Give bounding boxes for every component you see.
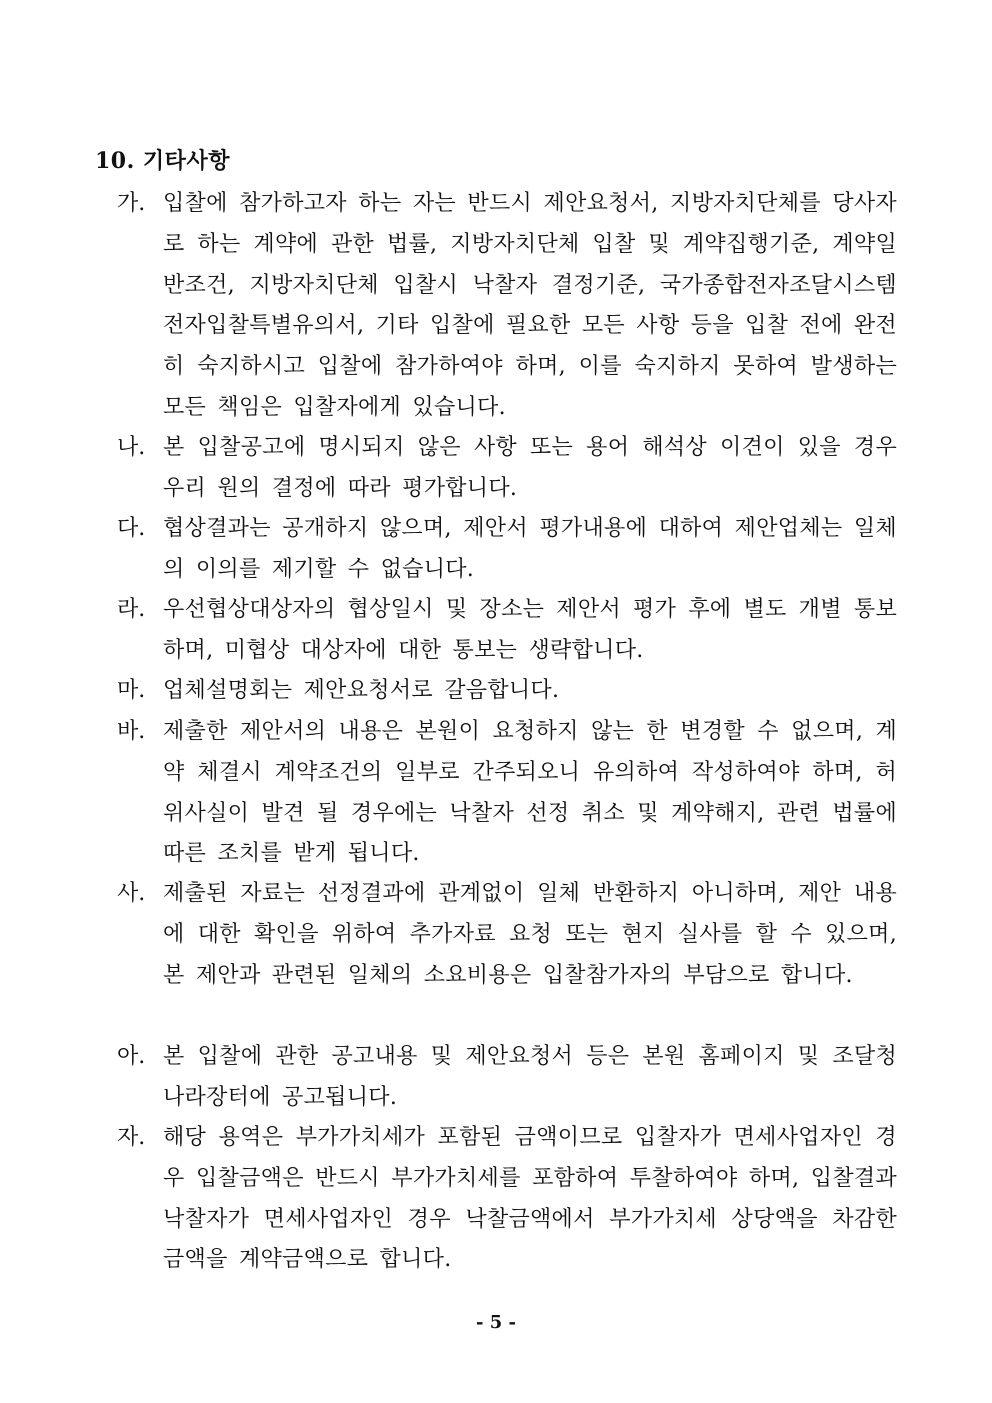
item-marker: 다. <box>117 516 146 541</box>
item-text: 본 입찰에 관한 공고내용 및 제안요청서 등은 본원 홈페이지 및 조달청 나라장터에 공고됩니다. <box>163 1044 897 1110</box>
item-marker: 라. <box>117 597 146 622</box>
list-item-da <box>117 509 897 591</box>
item-marker: 사. <box>117 881 146 906</box>
item-marker: 바. <box>117 719 146 744</box>
item-text: 본 입찰공고에 명시되지 않은 사항 또는 용어 해석상 이견이 있을 경우 우리 원의 결정에 따라 평가합니다. <box>163 435 897 501</box>
item-text: 제출된 자료는 선정결과에 관계없이 일체 반환하지 아니하며, 제안 내용에 대한 확인을 위하여 추가자료 요청 또는 현지 실사를 할 수 있으며, 본 제안과 관련된 일체의 소요비용은 입찰참가자의 부담으로 합니다. <box>163 881 897 988</box>
item-text: 해당 용역은 부가가치세가 포함된 금액이므로 입찰자가 면세사업자인 경우 입찰금액은 반드시 부가가치세를 포함하여 투찰하여야 하며, 입찰결과 낙찰자가 면세사업자인 경우 낙찰금액에서 부가가치세 상당액을 차감한 금액을 계약금액으로 합니다. <box>163 1125 897 1273</box>
item-marker: 나. <box>117 435 146 460</box>
item-text: 제출한 제안서의 내용은 본원이 요청하지 않는 한 변경할 수 없으며, 계약 체결시 계약조건의 일부로 간주되오니 유의하여 작성하여야 하며, 허위사실이 발견 될 경우에는 낙찰자 선정 취소 및 계약해지, 관련 법률에 따른 조치를 받게 됩니다. <box>163 719 897 867</box>
section-title: 10. 기타사항 <box>95 148 230 174</box>
list-item-ma <box>117 671 897 712</box>
item-marker: 마. <box>117 678 146 703</box>
list-item-a <box>117 1037 897 1119</box>
page-number: - 5 - <box>476 1312 516 1333</box>
list-item-ba <box>117 712 897 875</box>
item-text: 우선협상대상자의 협상일시 및 장소는 제안서 평가 후에 별도 개별 통보하며, 미협상 대상자에 대한 통보는 생략합니다. <box>163 597 897 663</box>
list-item-ga <box>117 184 897 429</box>
list-item-ra <box>117 590 897 672</box>
list-item-na <box>117 428 897 510</box>
item-marker: 아. <box>117 1044 146 1069</box>
list-item-ja <box>117 1118 897 1281</box>
item-text: 입찰에 참가하고자 하는 자는 반드시 제안요청서, 지방자치단체를 당사자로 하는 계약에 관한 법률, 지방자치단체 입찰 및 계약집행기준, 계약일반조건, 지방자치단체 입찰시 낙찰자 결정기준, 국가종합전자조달시스템 전자입찰특별유의서, 기타 입찰에 필요한 모든 사항 등을 입찰 전에 완전히 숙지하시고 입찰에 참가하여야 하며, 이를 숙지하지 못하여 발생하는 모든 책임은 입찰자에게 있습니다. <box>163 191 897 420</box>
item-text: 협상결과는 공개하지 않으며, 제안서 평가내용에 대하여 제안업체는 일체의 이의를 제기할 수 없습니다. <box>163 516 897 582</box>
item-text: 업체설명회는 제안요청서로 갈음합니다. <box>163 678 560 703</box>
item-marker: 자. <box>117 1125 146 1150</box>
item-marker: 가. <box>117 191 146 216</box>
list-item-sa <box>117 874 897 996</box>
